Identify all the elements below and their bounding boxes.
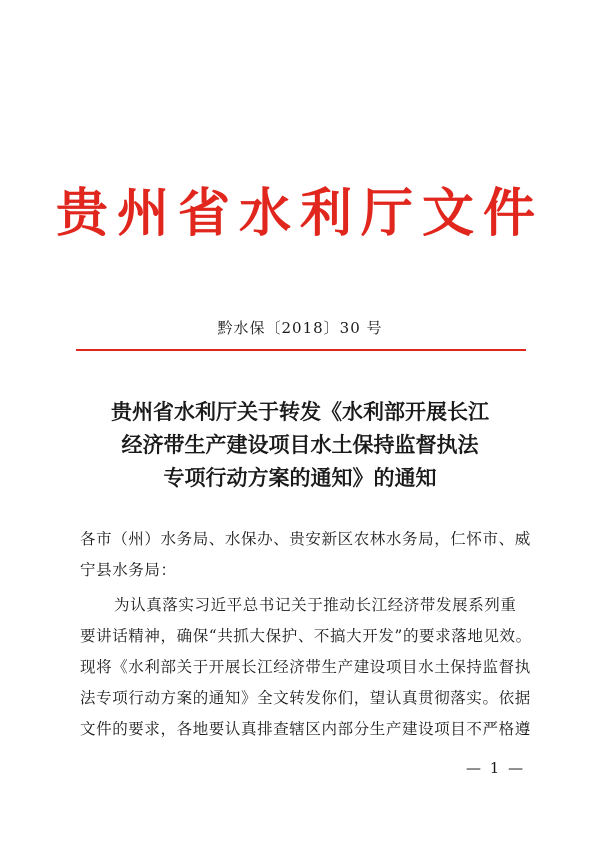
paragraph-line-5: 文件的要求，各地要认真排查辖区内部分生产建设项目不严格遵: [80, 720, 531, 738]
addressee-line-2: 宁县水务局：: [80, 561, 177, 579]
paragraph-line-4: 法专项行动方案的通知》全文转发你们，望认真贯彻落实。依据: [80, 689, 531, 707]
paragraph-line-2: 要讲话精神，确保“共抓大保护、不搞大开发”的要求落地见效。: [80, 627, 532, 645]
document-masthead: 贵州省水利厅文件: [55, 183, 544, 244]
body-paragraph: [80, 590, 532, 745]
document-number: 黔水保〔2018〕30 号: [217, 319, 383, 337]
page-number: — 1 —: [466, 759, 526, 777]
title-line-2: 经济带生产建设项目水土保持监督执法: [121, 432, 479, 457]
addressee-line-1: 各市（州）水务局、水保办、贵安新区农林水务局，仁怀市、威: [80, 530, 531, 548]
title-line-1: 贵州省水利厅关于转发《水利部开展长江: [111, 399, 489, 424]
paragraph-line-1: 为认真落实习近平总书记关于推动长江经济带发展系列重: [114, 596, 517, 614]
red-divider-line: [76, 349, 526, 351]
paragraph-line-3: 现将《水利部关于开展长江经济带生产建设项目水土保持监督执: [80, 658, 531, 676]
addressee-block: [80, 524, 531, 586]
title-line-3: 专项行动方案的通知》的通知: [163, 465, 437, 490]
document-title: [0, 395, 600, 494]
